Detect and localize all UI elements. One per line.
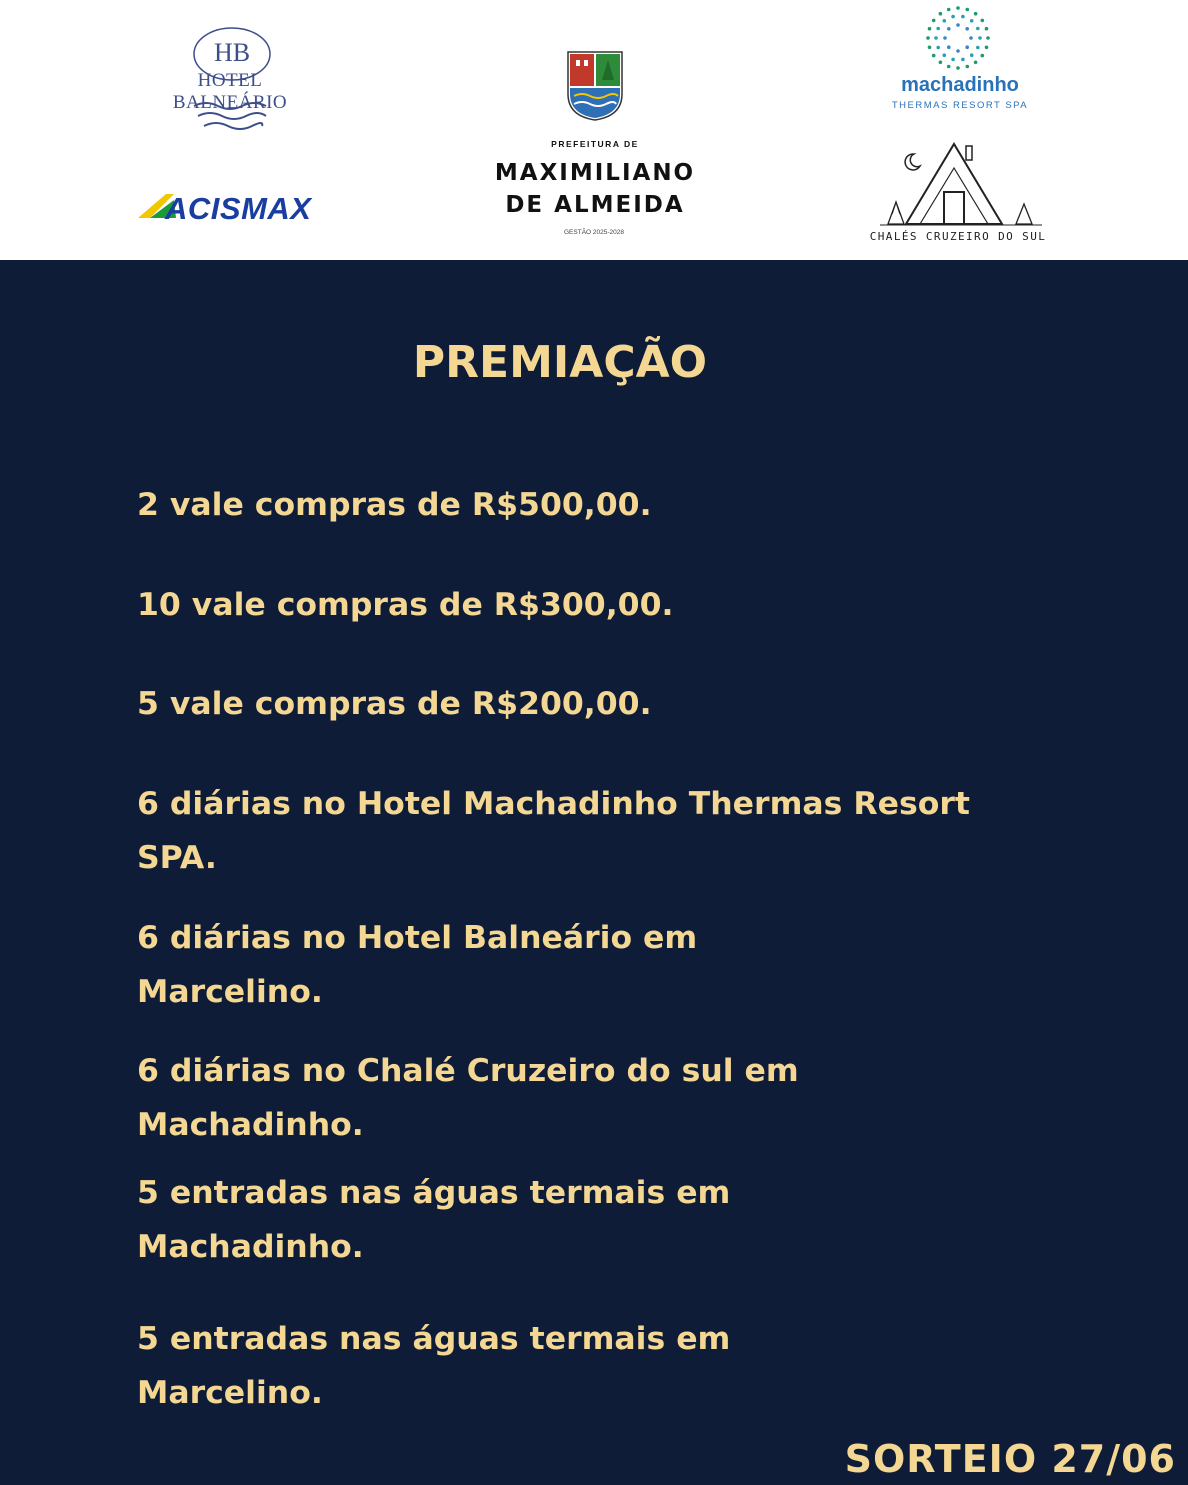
prefeitura-label: PREFEITURA DE xyxy=(551,139,639,149)
prize-item-5: 6 diárias no Hotel Balneário em Marcelino. xyxy=(137,920,698,1010)
prefeitura-name-line1: MAXIMILIANO xyxy=(494,160,696,186)
prize-item-2: 10 vale compras de R$300,00. xyxy=(137,587,674,623)
prize-item-6: 6 diárias no Chalé Cruzeiro do sul em Machadinho. xyxy=(137,1053,799,1143)
machadinho-dots-icon xyxy=(918,2,998,74)
chales-name: CHALÉS CRUZEIRO DO SUL xyxy=(869,230,1047,243)
machadinho-name: machadinho xyxy=(901,74,1019,96)
prefeitura-gestao: GESTÃO 2025-2028 xyxy=(564,229,624,236)
draw-date: SORTEIO 27/06 xyxy=(844,1437,1176,1481)
hotel-balneario-logo xyxy=(140,26,320,136)
hotel-balneario-name: HOTEL BALNEÁRIO xyxy=(172,70,288,113)
sponsor-header xyxy=(0,0,1188,260)
page-title: PREMIAÇÃO xyxy=(412,337,708,388)
prize-item-4: 6 diárias no Hotel Machadinho Thermas Resort SPA. xyxy=(137,786,970,876)
prize-item-8: 5 entradas nas águas termais em Marcelino. xyxy=(137,1321,731,1411)
acismax-wordmark: ACISMAX xyxy=(165,191,312,226)
machadinho-subtitle: THERMAS RESORT SPA xyxy=(891,100,1029,111)
prefeitura-name-line2: DE ALMEIDA xyxy=(505,192,685,218)
chale-house-icon xyxy=(876,140,1046,228)
hotel-balneario-monogram: HB xyxy=(213,38,251,67)
prize-item-1: 2 vale compras de R$500,00. xyxy=(137,487,652,523)
prefeitura-coat-of-arms-icon xyxy=(566,50,624,122)
prize-item-3: 5 vale compras de R$200,00. xyxy=(137,686,652,722)
prize-item-7: 5 entradas nas águas termais em Machadinho. xyxy=(137,1175,731,1265)
